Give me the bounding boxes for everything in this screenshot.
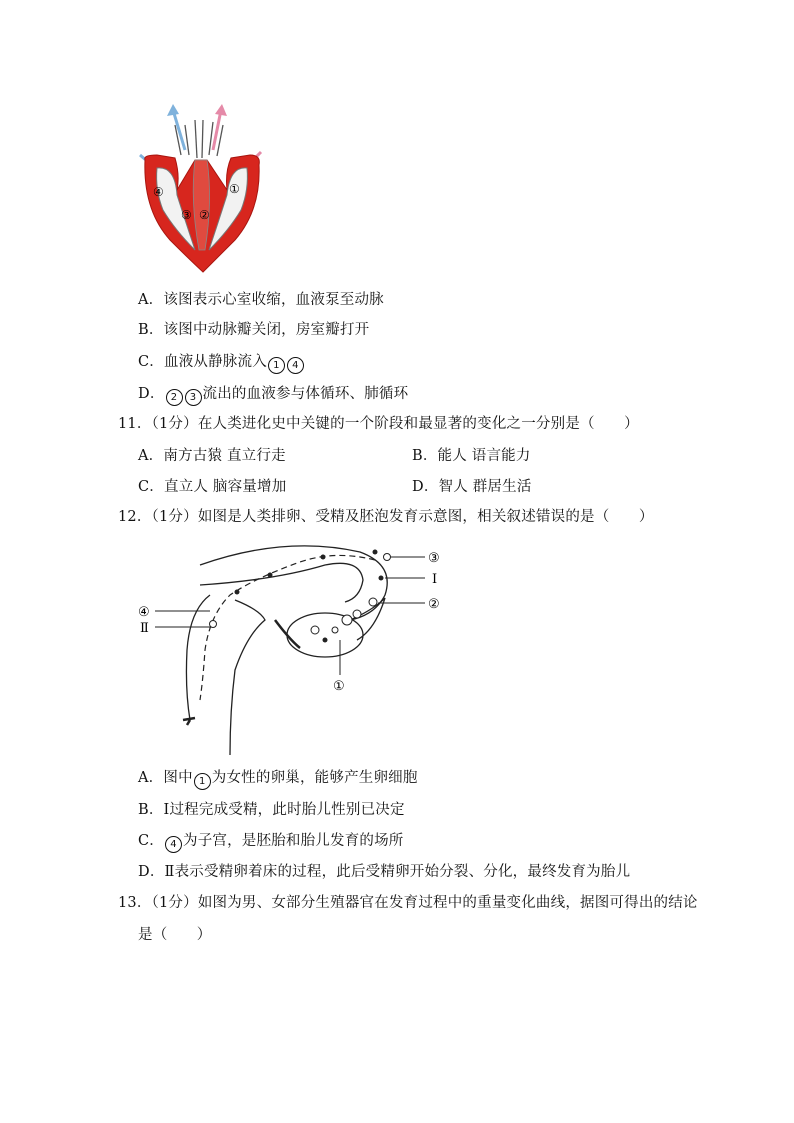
q12-option-a-prefix: A．图中 bbox=[138, 770, 193, 786]
q12-option-c bbox=[138, 831, 404, 853]
ovulation-fertilization-diagram bbox=[135, 540, 455, 760]
q11-stem: 11．（1分）在人类进化史中关键的一个阶段和最显著的变化之一分别是（ ） bbox=[118, 416, 639, 432]
circled-1: 1 bbox=[194, 773, 211, 790]
q10-option-d-text: 流出的血液参与体循环、肺循环 bbox=[202, 386, 409, 402]
q11-option-d: D．智人 群居生活 bbox=[412, 479, 532, 495]
q12-option-c-prefix: C． bbox=[138, 833, 164, 849]
q11-option-b: B．能人 语言能力 bbox=[412, 448, 531, 464]
q10-option-c-text: C．血液从静脉流入 bbox=[138, 354, 267, 370]
label-1: ① bbox=[333, 679, 345, 694]
q12-option-c-text: 为子宫，是胚胎和胎儿发育的场所 bbox=[183, 833, 404, 849]
circled-4: 4 bbox=[287, 357, 304, 374]
q10-option-d-prefix: D． bbox=[138, 386, 165, 402]
q10-option-d bbox=[138, 384, 408, 406]
q12-option-a bbox=[138, 768, 418, 790]
q10-option-c bbox=[138, 352, 305, 374]
label-1: ① bbox=[229, 182, 240, 196]
label-3: ③ bbox=[428, 551, 440, 566]
q10-option-b: B．该图中动脉瓣关闭，房室瓣打开 bbox=[138, 322, 370, 338]
label-2: ② bbox=[428, 597, 440, 612]
label-roman-2: Ⅱ bbox=[140, 621, 149, 636]
circled-3: 3 bbox=[185, 389, 202, 406]
q11-option-a: A．南方古猿 直立行走 bbox=[138, 448, 286, 464]
q12-option-b: B．Ⅰ过程完成受精，此时胎儿性别已决定 bbox=[138, 802, 405, 818]
label-roman-1: I bbox=[432, 572, 438, 587]
label-3: ③ bbox=[181, 208, 192, 222]
q10-option-a: A．该图表示心室收缩，血液泵至动脉 bbox=[138, 292, 384, 308]
q11-option-c: C．直立人 脑容量增加 bbox=[138, 479, 287, 495]
label-4: ④ bbox=[153, 185, 164, 199]
heart-diagram bbox=[135, 100, 270, 275]
label-2: ② bbox=[199, 208, 210, 222]
q13-stem-line1: 13．（1分）如图为男、女部分生殖器官在发育过程中的重量变化曲线，据图可得出的结论 bbox=[118, 895, 698, 911]
circled-2: 2 bbox=[166, 389, 183, 406]
q12-option-a-text: 为女性的卵巢，能够产生卵细胞 bbox=[211, 770, 418, 786]
label-4: ④ bbox=[138, 605, 150, 620]
q12-stem: 12．（1分）如图是人类排卵、受精及胚泡发育示意图，相关叙述错误的是（ ） bbox=[118, 509, 654, 525]
circled-1: 1 bbox=[268, 357, 285, 374]
q13-stem-line2: 是（ ） bbox=[138, 927, 212, 943]
circled-4: 4 bbox=[165, 836, 182, 853]
q12-option-d: D．Ⅱ表示受精卵着床的过程，此后受精卵开始分裂、分化，最终发育为胎儿 bbox=[138, 864, 631, 880]
